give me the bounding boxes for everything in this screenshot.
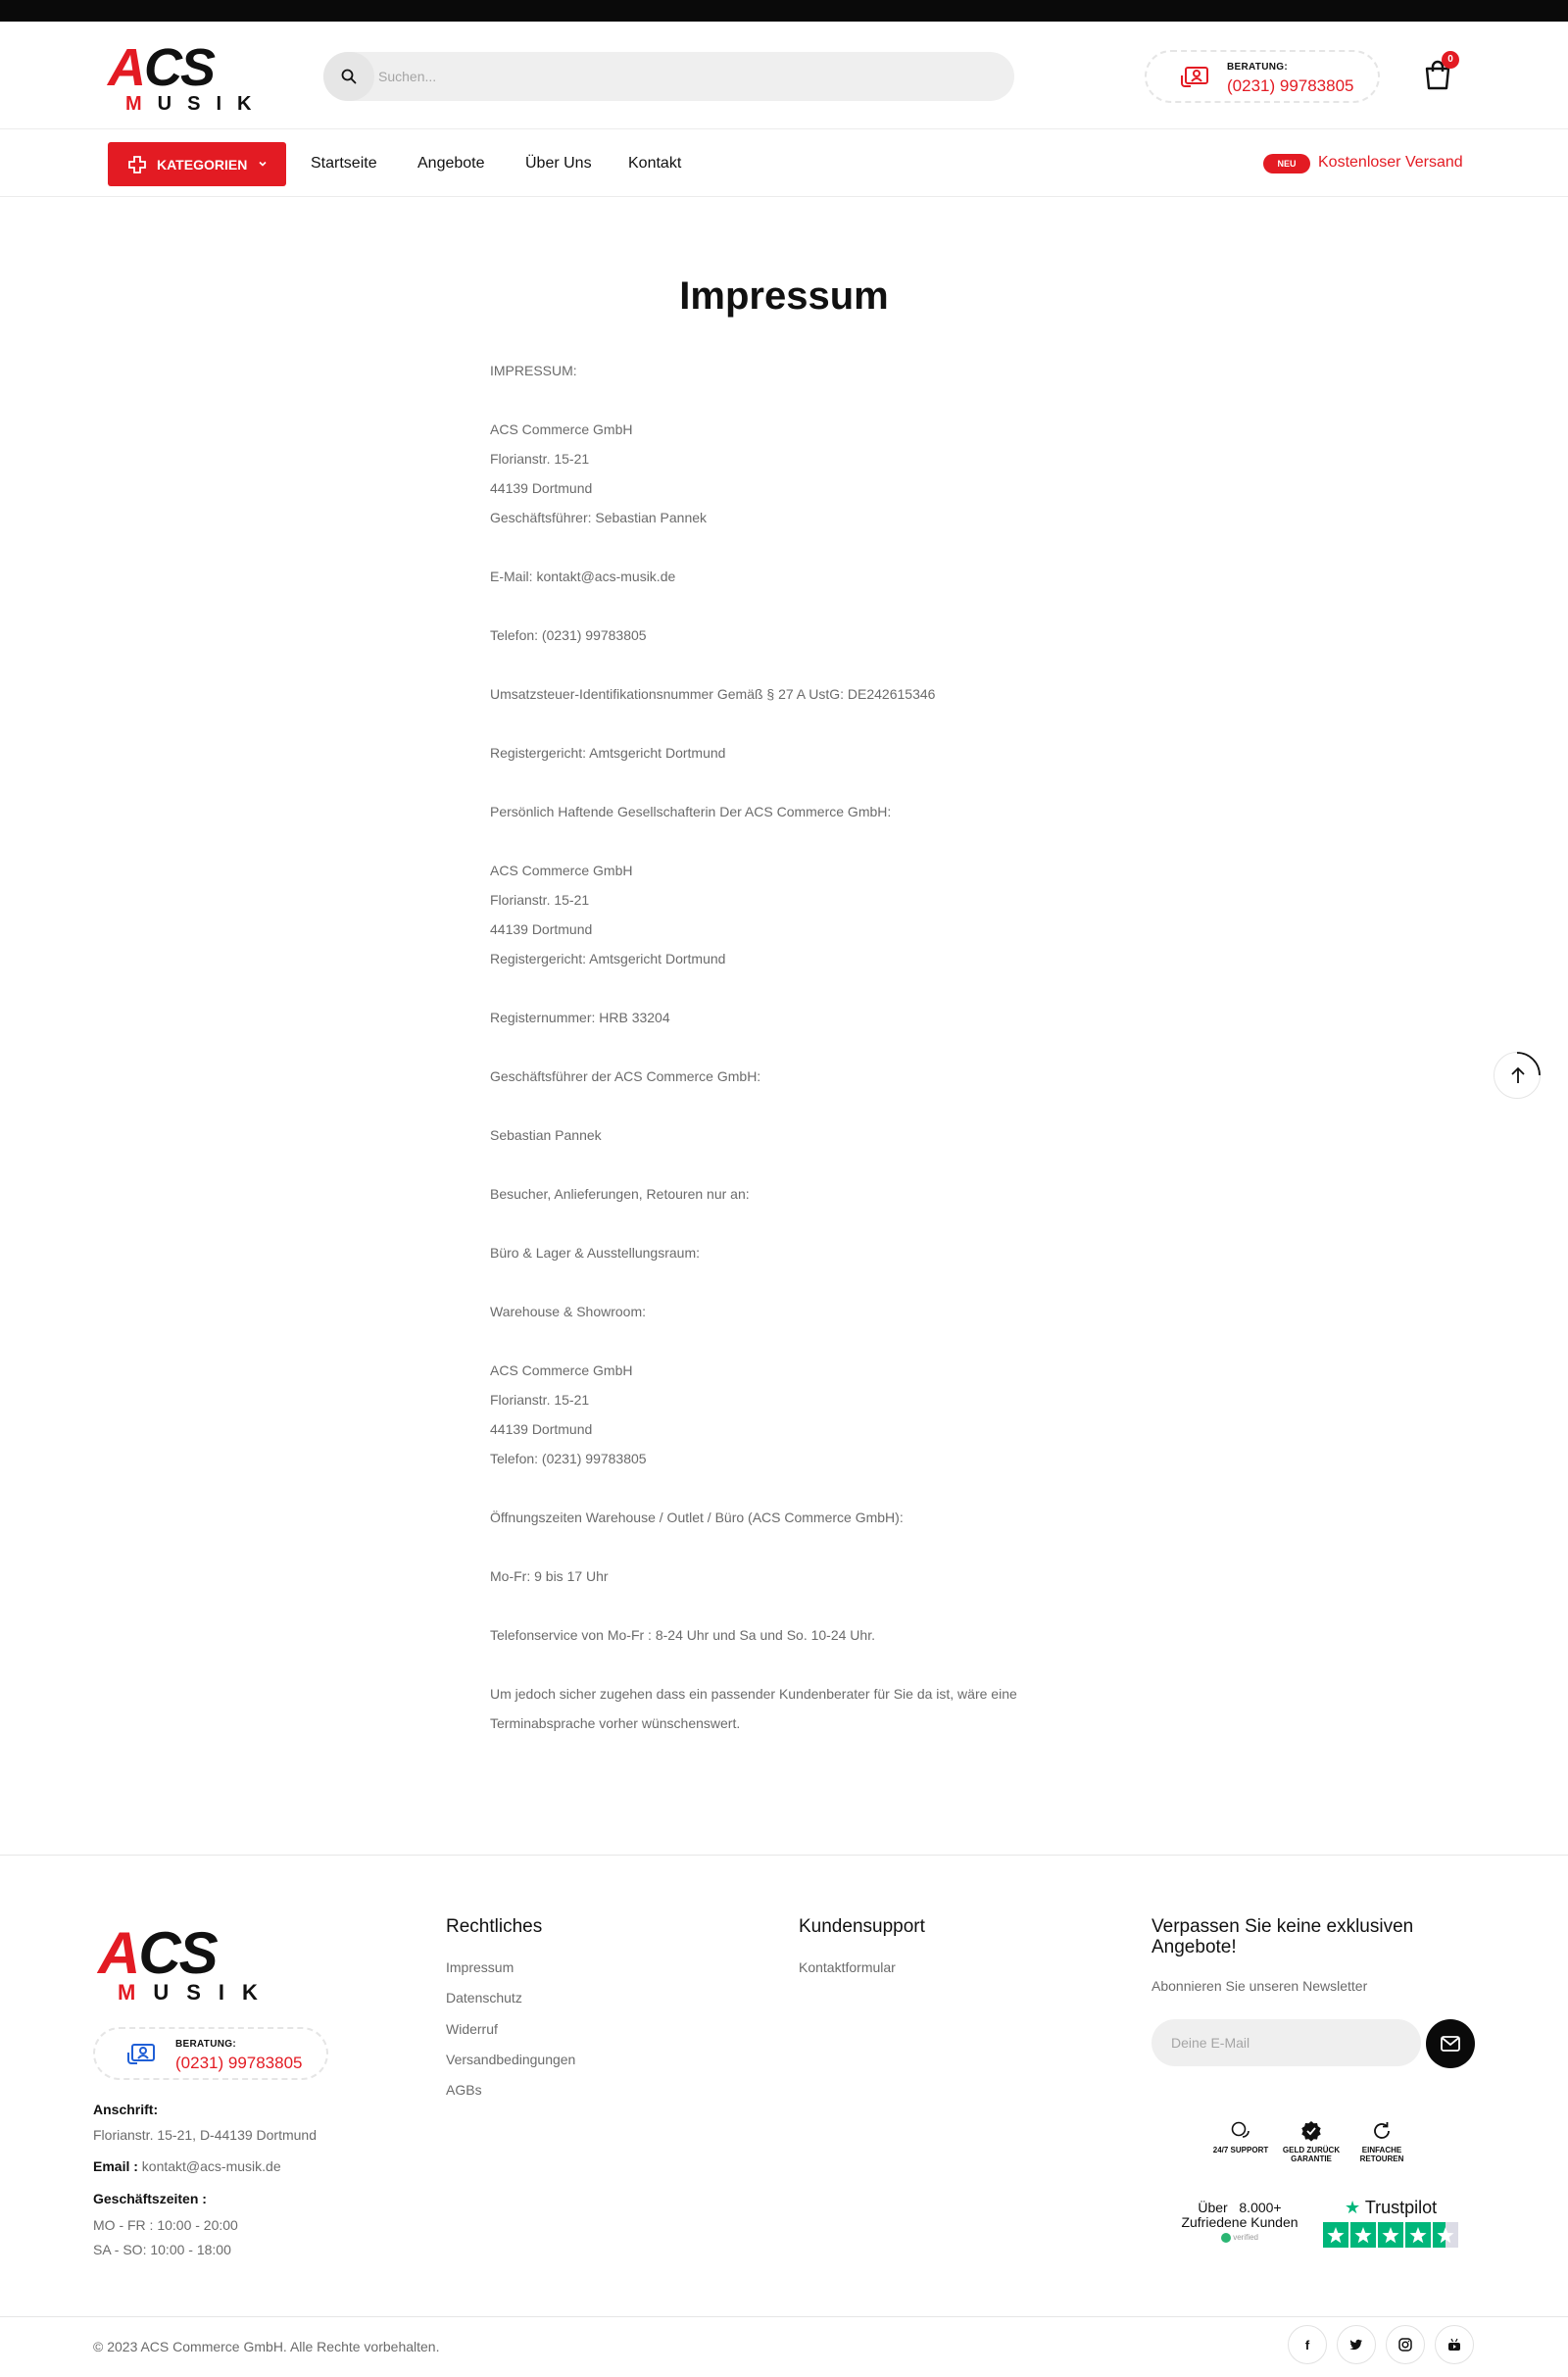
- verified-label: verified: [1233, 2233, 1259, 2243]
- site-logo[interactable]: [108, 38, 268, 115]
- impressum-line: ACS Commerce GmbH: [490, 421, 633, 437]
- impressum-line: Öffnungszeiten Warehouse / Outlet / Büro (ACS Commerce GmbH):: [490, 1510, 904, 1525]
- nav-item-startseite[interactable]: Startseite: [311, 155, 377, 172]
- impressum-line: Telefon: (0231) 99783805: [490, 627, 647, 643]
- reviews-count: Über 8.000+: [1198, 2200, 1282, 2215]
- address-label: Anschrift:: [93, 2102, 159, 2117]
- reviews-label: Zufriedene Kunden: [1181, 2214, 1298, 2230]
- plus-icon: [127, 155, 147, 174]
- impressum-line: 44139 Dortmund: [490, 1421, 593, 1437]
- search-icon: [341, 69, 357, 84]
- footer-consult-phone[interactable]: (0231) 99783805: [175, 2054, 303, 2072]
- footer-logo-acs-text: ACS: [98, 1920, 217, 1986]
- paragraph-gap: [490, 973, 1098, 1003]
- chat-bubbles-icon: [1230, 2120, 1251, 2142]
- paragraph-gap: [490, 1032, 1098, 1062]
- paragraph-gap: [490, 385, 1098, 415]
- newsletter-subtitle: Abonnieren Sie unseren Newsletter: [1152, 1978, 1368, 1994]
- envelope-icon: [1426, 2019, 1475, 2068]
- badge-returns: [1352, 2120, 1411, 2163]
- paragraph-gap: [490, 1209, 1098, 1238]
- paragraph-gap: [490, 591, 1098, 620]
- impressum-line: Büro & Lager & Ausstellungsraum:: [490, 1245, 701, 1261]
- paragraph-gap: [490, 1591, 1098, 1620]
- trustpilot-star-icon: ★: [1345, 2198, 1361, 2217]
- footer-support-agent-icon: [126, 2043, 156, 2068]
- impressum-line: Geschäftsführer: Sebastian Pannek: [490, 510, 708, 525]
- impressum-content: [490, 356, 1098, 1738]
- email-value[interactable]: kontakt@acs-musik.de: [141, 2158, 281, 2174]
- impressum-line: IMPRESSUM:: [490, 363, 577, 378]
- top-bar: [0, 0, 1568, 22]
- verified-check-icon: [1300, 2120, 1322, 2142]
- paragraph-gap: [490, 1267, 1098, 1297]
- email-label: Email :: [93, 2158, 138, 2174]
- paragraph-gap: [490, 1326, 1098, 1356]
- footer-link-widerruf[interactable]: Widerruf: [446, 2021, 498, 2037]
- trustpilot-brand[interactable]: [1345, 2198, 1437, 2218]
- footer-consult-label: BERATUNG:: [175, 2039, 236, 2050]
- footer-link-versandbedingungen[interactable]: Versandbedingungen: [446, 2052, 576, 2067]
- hours-label: Geschäftszeiten :: [93, 2191, 207, 2206]
- copyright: © 2023 ACS Commerce GmbH. Alle Rechte vorbehalten.: [93, 2339, 440, 2354]
- search-button[interactable]: [323, 52, 374, 101]
- free-shipping-link[interactable]: Kostenloser Versand: [1318, 154, 1463, 171]
- site-header: [0, 22, 1568, 129]
- impressum-line: Umsatzsteuer-Identifikationsnummer Gemäß § 27 A UstG: DE242615346: [490, 686, 936, 702]
- paragraph-gap: [490, 532, 1098, 562]
- footer-consultation-box[interactable]: [93, 2027, 328, 2080]
- support-agent-icon: [1180, 66, 1209, 91]
- hours-weekdays: MO - FR : 10:00 - 20:00: [93, 2217, 238, 2233]
- impressum-line: Sebastian Pannek: [490, 1127, 602, 1143]
- paragraph-gap: [490, 709, 1098, 738]
- reviews-summary: [1171, 2201, 1308, 2230]
- paragraph-gap: [490, 1091, 1098, 1120]
- impressum-line: Florianstr. 15-21: [490, 1392, 590, 1408]
- hours-weekend: SA - SO: 10:00 - 18:00: [93, 2242, 231, 2257]
- verified-row: [1171, 2233, 1308, 2243]
- impressum-line: Florianstr. 15-21: [490, 892, 590, 908]
- paragraph-gap: [490, 826, 1098, 856]
- consult-label: BERATUNG:: [1227, 62, 1288, 73]
- impressum-line: Besucher, Anlieferungen, Retouren nur an:: [490, 1186, 750, 1202]
- chevron-down-icon: [257, 158, 269, 170]
- badge-returns-text: EINFACHE RETOUREN: [1359, 2146, 1404, 2163]
- logo-musik-text: MUSIK: [125, 93, 268, 115]
- logo-acs-text: ACS: [108, 38, 215, 97]
- paragraph-gap: [490, 768, 1098, 797]
- impressum-line: 44139 Dortmund: [490, 921, 593, 937]
- paragraph-gap: [490, 650, 1098, 679]
- impressum-line: Telefon: (0231) 99783805: [490, 1451, 647, 1466]
- address-value: Florianstr. 15-21, D-44139 Dortmund: [93, 2127, 317, 2143]
- facebook-icon[interactable]: f: [1288, 2325, 1327, 2364]
- impressum-line: Terminabsprache vorher wünschenswert.: [490, 1715, 741, 1731]
- nav-item-ueber-uns[interactable]: Über Uns: [525, 155, 592, 172]
- badge-support-text: 24/7 SUPPORT: [1212, 2146, 1269, 2154]
- impressum-line: Persönlich Haftende Gesellschafterin Der ACS Commerce GmbH:: [490, 804, 892, 819]
- search-bar: [323, 52, 1014, 101]
- support-column-title: Kundensupport: [799, 1916, 925, 1937]
- impressum-line: Um jedoch sicher zugehen dass ein passender Kundenberater für Sie da ist, wäre eine: [490, 1686, 1017, 1702]
- cart-count-badge: 0: [1442, 51, 1459, 69]
- footer-link-kontaktformular[interactable]: Kontaktformular: [799, 1959, 896, 1975]
- categories-label: KATEGORIEN: [157, 157, 248, 173]
- paragraph-gap: [490, 1150, 1098, 1179]
- instagram-icon[interactable]: [1386, 2325, 1425, 2364]
- nav-item-angebote[interactable]: Angebote: [417, 155, 485, 172]
- impressum-line: Mo-Fr: 9 bis 17 Uhr: [490, 1568, 609, 1584]
- footer-logo[interactable]: [98, 1920, 275, 2005]
- impressum-line: ACS Commerce GmbH: [490, 1362, 633, 1378]
- impressum-line: Florianstr. 15-21: [490, 451, 590, 467]
- footer-link-datenschutz[interactable]: Datenschutz: [446, 1990, 522, 2006]
- impressum-line: Registergericht: Amtsgericht Dortmund: [490, 951, 726, 966]
- newsletter-submit-button[interactable]: [1426, 2019, 1475, 2068]
- paragraph-gap: [490, 1650, 1098, 1679]
- newsletter-title: Verpassen Sie keine exklusiven Angebote!: [1152, 1916, 1414, 1957]
- impressum-line: Registergericht: Amtsgericht Dortmund: [490, 745, 726, 761]
- trustpilot-label: Trustpilot: [1364, 2198, 1438, 2217]
- impressum-line: 44139 Dortmund: [490, 480, 593, 496]
- impressum-line: Warehouse & Showroom:: [490, 1304, 646, 1319]
- impressum-line: ACS Commerce GmbH: [490, 863, 633, 878]
- footer-link-agbs[interactable]: AGBs: [446, 2082, 482, 2098]
- nav-item-kontakt[interactable]: Kontakt: [628, 155, 682, 172]
- verified-check-small-icon: [1221, 2233, 1231, 2243]
- main-nav: [0, 130, 1568, 197]
- twitter-icon[interactable]: [1337, 2325, 1376, 2364]
- consultation-box[interactable]: [1145, 50, 1380, 103]
- badge-money-back: [1282, 2120, 1341, 2163]
- legal-column-title: Rechtliches: [446, 1916, 543, 1937]
- footer-link-impressum[interactable]: Impressum: [446, 1959, 514, 1975]
- consult-phone[interactable]: (0231) 99783805: [1227, 76, 1354, 95]
- paragraph-gap: [490, 1532, 1098, 1561]
- impressum-line: Telefonservice von Mo-Fr : 8-24 Uhr und Sa und So. 10-24 Uhr.: [490, 1627, 875, 1643]
- footer-logo-musik-text: MUSIK: [118, 1980, 275, 2005]
- refresh-icon: [1371, 2120, 1393, 2142]
- trustpilot-rating-stars: [1323, 2222, 1460, 2250]
- categories-button[interactable]: [108, 142, 286, 186]
- search-input[interactable]: [378, 52, 986, 101]
- impressum-line: E-Mail: kontakt@acs-musik.de: [490, 569, 676, 584]
- new-badge: NEU: [1263, 154, 1310, 173]
- badge-money-back-text: GELD ZURÜCK GARANTIE: [1282, 2146, 1341, 2163]
- scroll-progress-ring: [1494, 1052, 1541, 1099]
- impressum-line: Registernummer: HRB 33204: [490, 1010, 670, 1025]
- newsletter-email-input[interactable]: [1152, 2019, 1421, 2066]
- footer-email: [93, 2158, 281, 2174]
- page-title: Impressum: [679, 274, 889, 318]
- paragraph-gap: [490, 1473, 1098, 1503]
- badge-support: [1211, 2120, 1270, 2154]
- youtube-icon[interactable]: [1435, 2325, 1474, 2364]
- impressum-line: Geschäftsführer der ACS Commerce GmbH:: [490, 1068, 761, 1084]
